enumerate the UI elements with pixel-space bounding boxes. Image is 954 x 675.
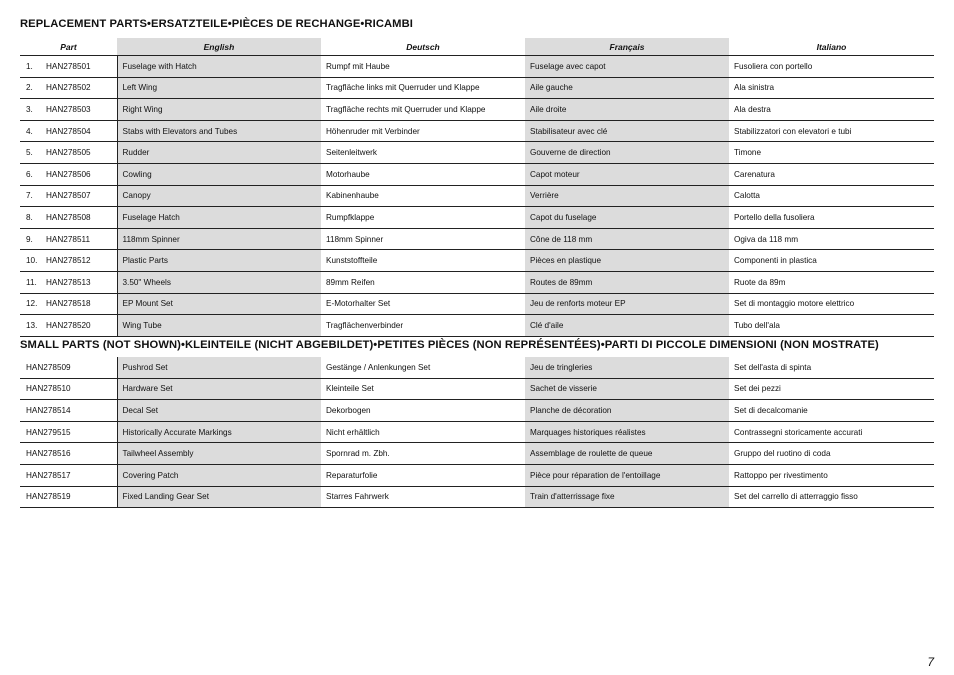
cell-deutsch: Spornrad m. Zbh.: [321, 443, 525, 465]
cell-francais: Planche de décoration: [525, 400, 729, 422]
table-row: [20, 56, 934, 78]
cell-english: Fuselage with Hatch: [117, 56, 321, 78]
cell-deutsch: 118mm Spinner: [321, 228, 525, 250]
cell-italiano: Rattoppo per rivestimento: [729, 464, 934, 486]
header-italiano: Italiano: [729, 38, 934, 56]
row-number: 5.: [26, 148, 33, 158]
row-number: 11.: [26, 277, 37, 287]
table-row: [20, 464, 934, 486]
cell-deutsch: Tragfläche rechts mit Querruder und Klappe: [321, 99, 525, 121]
table-row: [20, 378, 934, 400]
cell-part: [20, 357, 117, 378]
cell-deutsch: Tragfläche links mit Querruder und Klappe: [321, 77, 525, 99]
header-francais: Français: [525, 38, 729, 56]
table-row: [20, 421, 934, 443]
part-number: HAN278519: [26, 492, 71, 502]
cell-deutsch: Nicht erhältlich: [321, 421, 525, 443]
part-number: HAN278507: [46, 191, 91, 201]
cell-francais: Fuselage avec capot: [525, 56, 729, 78]
table-row: [20, 99, 934, 121]
cell-part: [20, 163, 117, 185]
cell-english: Wing Tube: [117, 315, 321, 337]
page-number: 7: [927, 655, 934, 669]
cell-deutsch: Rumpf mit Haube: [321, 56, 525, 78]
cell-italiano: Set dei pezzi: [729, 378, 934, 400]
cell-italiano: Calotta: [729, 185, 934, 207]
small-parts-title: SMALL PARTS (NOT SHOWN)•KLEINTEILE (NICHT ABGEBILDET)•PETITES PIÈCES (NON REPRÉSENTÉES)•PARTI DI PICCOLE DIMENSIONI (NON MOSTRATE): [20, 339, 879, 351]
cell-english: Right Wing: [117, 99, 321, 121]
cell-italiano: Timone: [729, 142, 934, 164]
part-number: HAN278514: [26, 405, 71, 415]
table-row: [20, 120, 934, 142]
cell-deutsch: Dekorbogen: [321, 400, 525, 422]
cell-english: Hardware Set: [117, 378, 321, 400]
cell-deutsch: Tragflächenverbinder: [321, 315, 525, 337]
cell-italiano: Fusoliera con portello: [729, 56, 934, 78]
part-number: HAN278503: [46, 104, 91, 114]
table-row: [20, 357, 934, 378]
cell-english: Pushrod Set: [117, 357, 321, 378]
table-row: [20, 185, 934, 207]
cell-italiano: Set di decalcomanie: [729, 400, 934, 422]
table-row: [20, 142, 934, 164]
cell-francais: Pièce pour réparation de l'entoillage: [525, 464, 729, 486]
cell-francais: Stabilisateur avec clé: [525, 120, 729, 142]
cell-part: [20, 250, 117, 272]
cell-francais: Capot du fuselage: [525, 207, 729, 229]
cell-deutsch: Starres Fahrwerk: [321, 486, 525, 508]
cell-francais: Train d'atterrissage fixe: [525, 486, 729, 508]
cell-part: [20, 421, 117, 443]
cell-deutsch: Kleinteile Set: [321, 378, 525, 400]
cell-part: [20, 120, 117, 142]
part-number: HAN278516: [26, 449, 71, 459]
part-number: HAN278505: [46, 148, 91, 158]
part-number: HAN278520: [46, 320, 91, 330]
cell-part: [20, 142, 117, 164]
cell-part: [20, 207, 117, 229]
cell-english: Decal Set: [117, 400, 321, 422]
cell-english: Cowling: [117, 163, 321, 185]
cell-part: [20, 56, 117, 78]
header-english: English: [117, 38, 321, 56]
cell-francais: Capot moteur: [525, 163, 729, 185]
table-row: [20, 77, 934, 99]
part-number: HAN278513: [46, 277, 91, 287]
table-row: [20, 443, 934, 465]
cell-english: 3.50" Wheels: [117, 271, 321, 293]
cell-francais: Aile gauche: [525, 77, 729, 99]
cell-francais: Routes de 89mm: [525, 271, 729, 293]
cell-francais: Jeu de renforts moteur EP: [525, 293, 729, 315]
part-number: HAN278508: [46, 212, 91, 222]
cell-italiano: Set di montaggio motore elettrico: [729, 293, 934, 315]
cell-english: Plastic Parts: [117, 250, 321, 272]
replacement-parts-table: [20, 38, 934, 337]
cell-deutsch: Reparaturfolie: [321, 464, 525, 486]
cell-part: [20, 315, 117, 337]
cell-english: Left Wing: [117, 77, 321, 99]
table-row: [20, 400, 934, 422]
cell-italiano: Set del carrello di atterraggio fisso: [729, 486, 934, 508]
table-row: [20, 271, 934, 293]
cell-part: [20, 486, 117, 508]
cell-deutsch: Motorhaube: [321, 163, 525, 185]
cell-italiano: Ogiva da 118 mm: [729, 228, 934, 250]
cell-francais: Sachet de visserie: [525, 378, 729, 400]
table-row: [20, 315, 934, 337]
part-number: HAN278517: [26, 470, 71, 480]
part-number: HAN278512: [46, 256, 91, 266]
cell-italiano: Carenatura: [729, 163, 934, 185]
cell-francais: Pièces en plastique: [525, 250, 729, 272]
part-number: HAN278506: [46, 169, 91, 179]
cell-deutsch: Seitenleitwerk: [321, 142, 525, 164]
cell-english: 118mm Spinner: [117, 228, 321, 250]
row-number: 10.: [26, 256, 38, 266]
cell-english: Historically Accurate Markings: [117, 421, 321, 443]
cell-part: [20, 378, 117, 400]
cell-deutsch: Rumpfklappe: [321, 207, 525, 229]
cell-italiano: Contrassegni storicamente accurati: [729, 421, 934, 443]
cell-italiano: Portello della fusoliera: [729, 207, 934, 229]
row-number: 3.: [26, 104, 33, 114]
cell-part: [20, 99, 117, 121]
row-number: 12.: [26, 299, 38, 309]
cell-part: [20, 271, 117, 293]
cell-francais: Assemblage de roulette de queue: [525, 443, 729, 465]
row-number: 1.: [26, 61, 33, 71]
cell-francais: Marquages historiques réalistes: [525, 421, 729, 443]
table-header-row: [20, 38, 934, 56]
row-number: 9.: [26, 234, 33, 244]
cell-italiano: Ala destra: [729, 99, 934, 121]
table-row: [20, 250, 934, 272]
cell-part: [20, 400, 117, 422]
part-number: HAN278511: [46, 234, 90, 244]
replacement-parts-title: REPLACEMENT PARTS•ERSATZTEILE•PIÈCES DE RECHANGE•RICAMBI: [20, 18, 413, 30]
part-number: HAN278510: [26, 384, 71, 394]
cell-part: [20, 293, 117, 315]
header-part: Part: [20, 38, 117, 56]
row-number: 7.: [26, 191, 33, 201]
cell-english: Fixed Landing Gear Set: [117, 486, 321, 508]
cell-francais: Cône de 118 mm: [525, 228, 729, 250]
cell-deutsch: Kunststoffteile: [321, 250, 525, 272]
cell-english: Covering Patch: [117, 464, 321, 486]
cell-english: Fuselage Hatch: [117, 207, 321, 229]
cell-francais: Aile droite: [525, 99, 729, 121]
part-number: HAN278502: [46, 83, 91, 93]
cell-part: [20, 464, 117, 486]
row-number: 4.: [26, 126, 33, 136]
row-number: 8.: [26, 212, 33, 222]
table-row: [20, 293, 934, 315]
cell-part: [20, 228, 117, 250]
cell-english: Rudder: [117, 142, 321, 164]
cell-francais: Jeu de tringleries: [525, 357, 729, 378]
cell-italiano: Ala sinistra: [729, 77, 934, 99]
table-row: [20, 228, 934, 250]
cell-english: Stabs with Elevators and Tubes: [117, 120, 321, 142]
part-number: HAN278501: [46, 61, 91, 71]
cell-francais: Clé d'aile: [525, 315, 729, 337]
cell-english: EP Mount Set: [117, 293, 321, 315]
table-row: [20, 207, 934, 229]
row-number: 6.: [26, 169, 33, 179]
row-number: 2.: [26, 83, 33, 93]
cell-part: [20, 443, 117, 465]
part-number: HAN278518: [46, 299, 91, 309]
cell-francais: Verrière: [525, 185, 729, 207]
cell-italiano: Stabilizzatori con elevatori e tubi: [729, 120, 934, 142]
cell-italiano: Ruote da 89m: [729, 271, 934, 293]
table-row: [20, 486, 934, 508]
cell-deutsch: Höhenruder mit Verbinder: [321, 120, 525, 142]
cell-italiano: Set dell'asta di spinta: [729, 357, 934, 378]
cell-deutsch: E-Motorhalter Set: [321, 293, 525, 315]
cell-deutsch: Gestänge / Anlenkungen Set: [321, 357, 525, 378]
part-number: HAN279515: [26, 427, 71, 437]
cell-italiano: Gruppo del ruotino di coda: [729, 443, 934, 465]
cell-english: Canopy: [117, 185, 321, 207]
cell-francais: Gouverne de direction: [525, 142, 729, 164]
cell-deutsch: 89mm Reifen: [321, 271, 525, 293]
part-number: HAN278504: [46, 126, 91, 136]
cell-english: Tailwheel Assembly: [117, 443, 321, 465]
cell-deutsch: Kabinenhaube: [321, 185, 525, 207]
cell-part: [20, 185, 117, 207]
cell-italiano: Componenti in plastica: [729, 250, 934, 272]
row-number: 13.: [26, 320, 38, 330]
cell-italiano: Tubo dell'ala: [729, 315, 934, 337]
cell-part: [20, 77, 117, 99]
table-row: [20, 163, 934, 185]
part-number: HAN278509: [26, 362, 71, 372]
header-deutsch: Deutsch: [321, 38, 525, 56]
small-parts-table: [20, 357, 934, 508]
